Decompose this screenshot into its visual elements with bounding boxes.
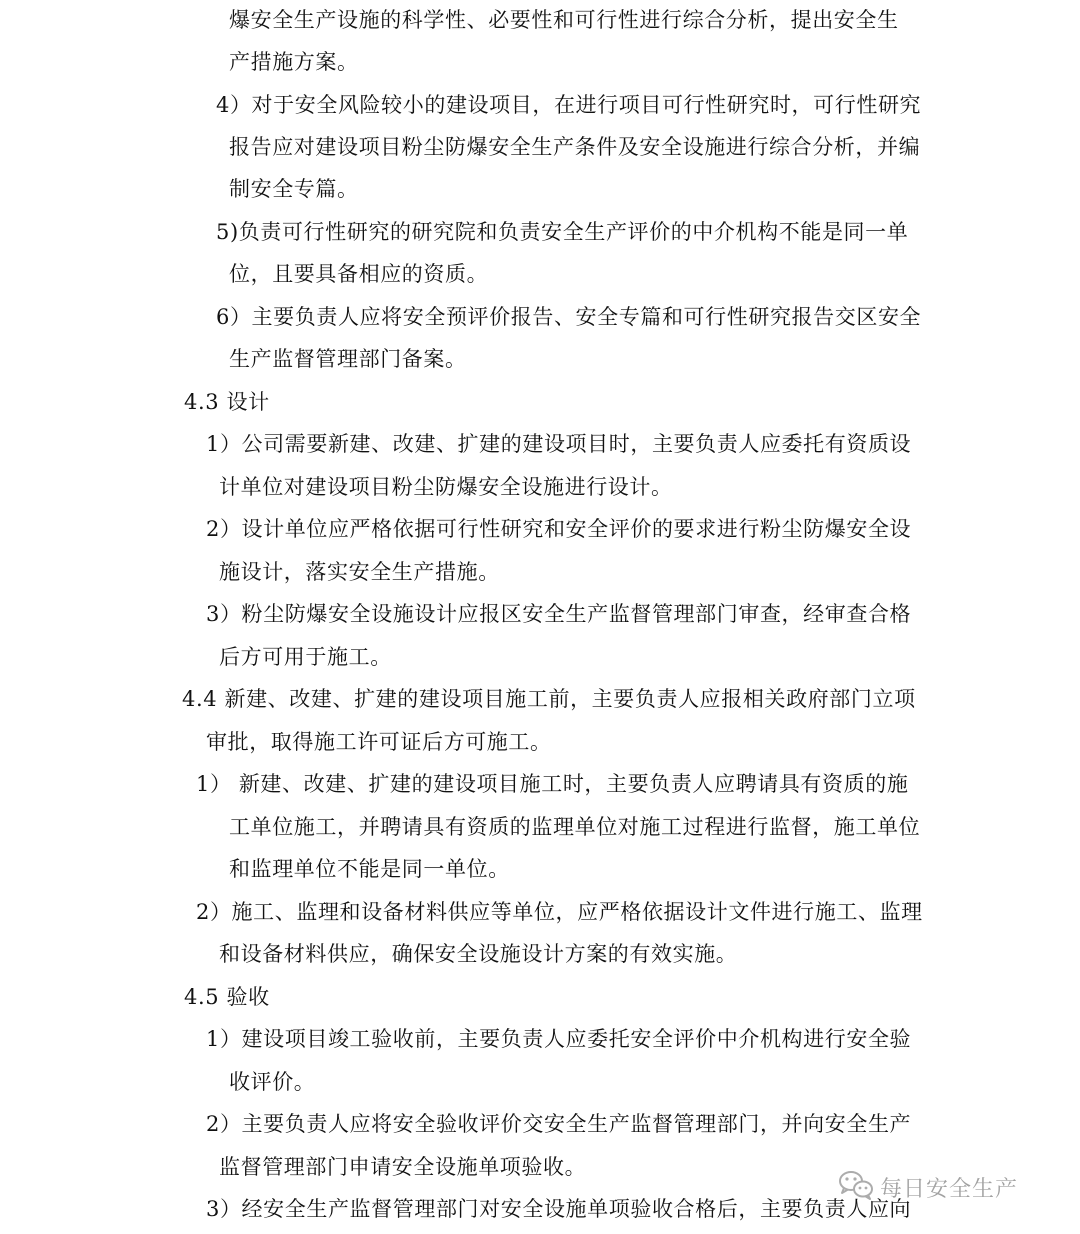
text-line: 制安全专篇。: [229, 177, 359, 201]
text-line: 2）主要负责人应将安全验收评价交安全生产监督管理部门，并向安全生产: [206, 1112, 912, 1136]
text-line: 审批，取得施工许可证后方可施工。: [206, 730, 552, 754]
text-line: 4）对于安全风险较小的建设项目，在进行项目可行性研究时，可行性研究: [216, 93, 922, 117]
text-line: 生产监督管理部门备案。: [229, 347, 467, 371]
wechat-icon: [838, 1170, 874, 1204]
text-line: 产措施方案。: [229, 50, 359, 74]
section-heading: 4.4 新建、改建、扩建的建设项目施工前，主要负责人应报相关政府部门立项: [182, 687, 916, 711]
text-line: 后方可用于施工。: [219, 645, 392, 669]
text-line: 6）主要负责人应将安全预评价报告、安全专篇和可行性研究报告交区安全: [216, 305, 922, 329]
section-heading: 4.3 设计: [184, 390, 270, 414]
text-line: 2）施工、监理和设备材料供应等单位，应严格依据设计文件进行施工、监理: [196, 900, 923, 924]
text-line: 2）设计单位应严格依据可行性研究和安全评价的要求进行粉尘防爆安全设: [206, 517, 912, 541]
watermark-text: 每日安全生产: [880, 1176, 1019, 1202]
text-line: 1）公司需要新建、改建、扩建的建设项目时，主要负责人应委托有资质设: [206, 432, 912, 456]
text-line: 3）粉尘防爆安全设施设计应报区安全生产监督管理部门审查，经审查合格: [206, 602, 912, 626]
text-line: 5)负责可行性研究的研究院和负责安全生产评价的中介机构不能是同一单: [216, 220, 909, 244]
section-heading: 4.5 验收: [184, 985, 270, 1009]
text-line: 监督管理部门申请安全设施单项验收。: [219, 1155, 587, 1179]
text-line: 爆安全生产设施的科学性、必要性和可行性进行综合分析，提出安全生: [229, 8, 899, 32]
text-line: 1） 新建、改建、扩建的建设项目施工时，主要负责人应聘请具有资质的施: [196, 772, 909, 796]
text-line: 位，且要具备相应的资质。: [229, 262, 489, 286]
text-line: 和设备材料供应，确保安全设施设计方案的有效实施。: [219, 942, 738, 966]
text-line: 1）建设项目竣工验收前，主要负责人应委托安全评价中介机构进行安全验: [206, 1027, 912, 1051]
text-line: 收评价。: [229, 1070, 316, 1094]
text-line: 施设计，落实安全生产措施。: [219, 560, 500, 584]
text-line: 3）经安全生产监督管理部门对安全设施单项验收合格后，主要负责人应向: [206, 1197, 912, 1221]
watermark: [838, 1170, 1018, 1204]
text-line: 工单位施工，并聘请具有资质的监理单位对施工过程进行监督，施工单位: [229, 815, 921, 839]
text-line: 和监理单位不能是同一单位。: [229, 857, 510, 881]
text-line: 计单位对建设项目粉尘防爆安全设施进行设计。: [219, 475, 673, 499]
text-line: 报告应对建设项目粉尘防爆安全生产条件及安全设施进行综合分析，并编: [229, 135, 921, 159]
